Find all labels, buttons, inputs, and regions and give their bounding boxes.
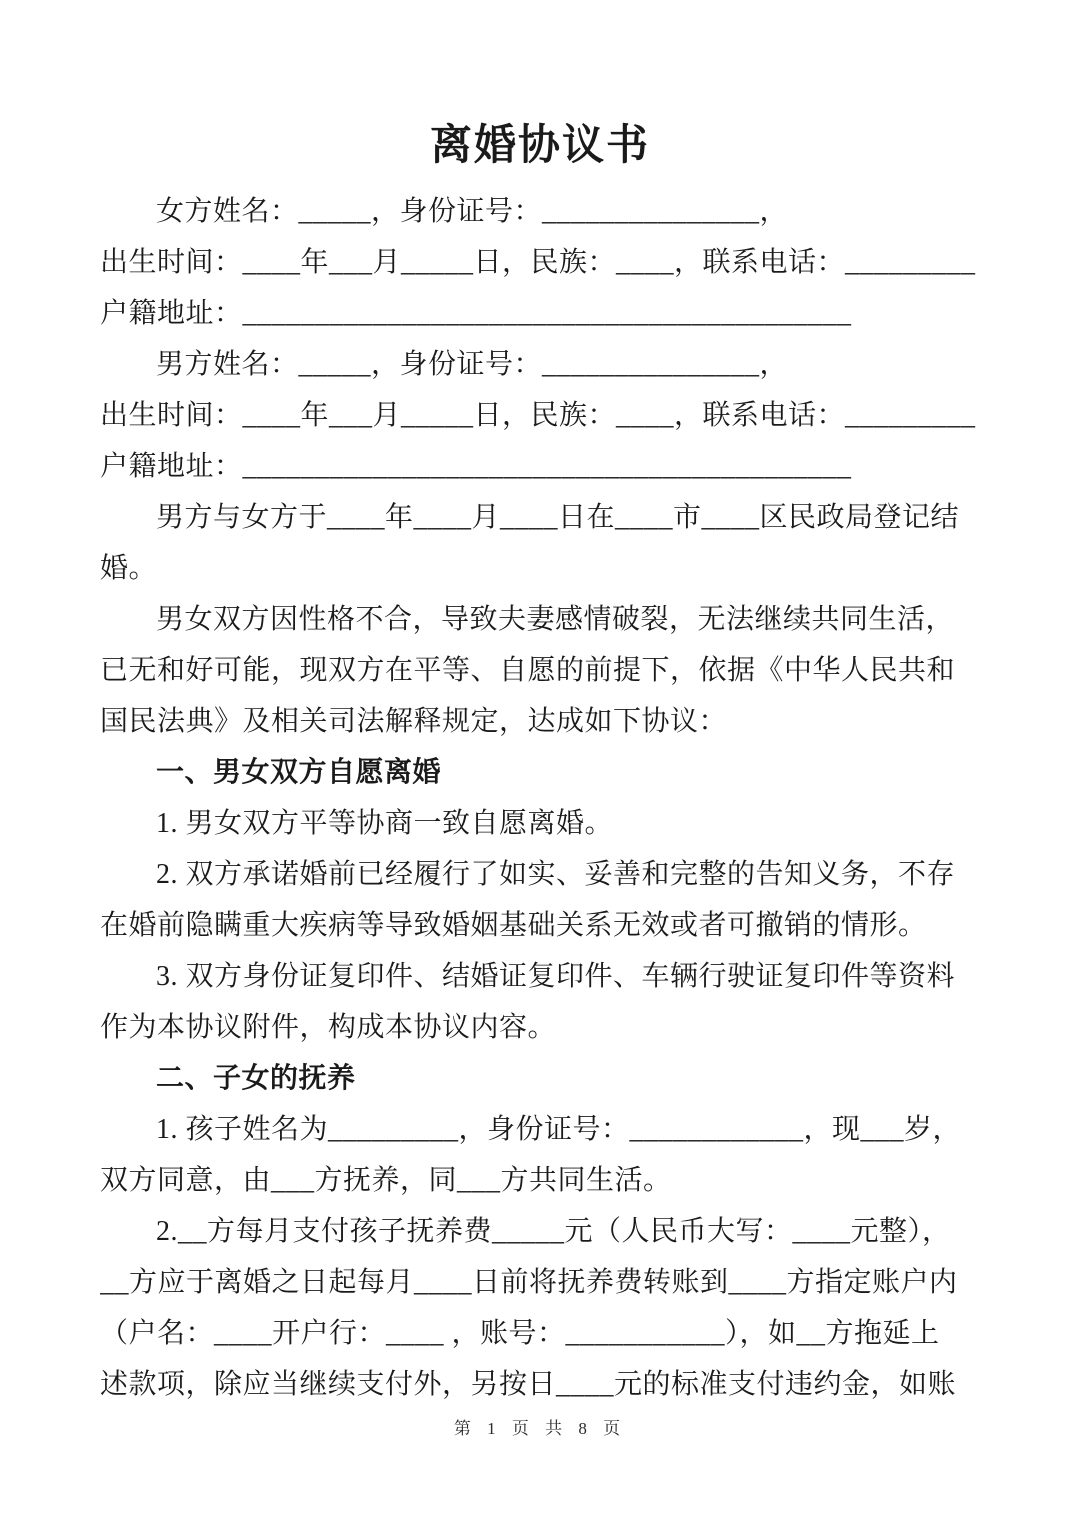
- line-preamble-1: 男女双方因性格不合，导致夫妻感情破裂，无法继续共同生活，: [156, 604, 955, 635]
- line-s2-item-2-cont-1: __方应于离婚之日起每月____日前将抚养费转账到____方指定账户内: [100, 1267, 958, 1298]
- line-preamble-3: 国民法典》及相关司法解释规定，达成如下协议：: [100, 706, 728, 737]
- line-s1-item-2: 2. 双方承诺婚前已经履行了如实、妥善和完整的告知义务，不存: [156, 859, 956, 890]
- line-marriage-registration: 男方与女方于____年____月____日在____市____区民政局登记结: [156, 502, 960, 533]
- document-body: [100, 186, 980, 1410]
- heading-section-2: 二、子女的抚养: [156, 1063, 356, 1094]
- line-man-birth-phone: 出生时间：____年___月_____日，民族：____，联系电话：_________: [100, 400, 976, 431]
- page-number-footer: 第 1 页 共 8 页: [453, 1419, 627, 1438]
- line-s1-item-2-cont: 在婚前隐瞒重大疾病等导致婚姻基础关系无效或者可撤销的情形。: [100, 910, 927, 941]
- line-s2-item-2: 2.__方每月支付孩子抚养费_____元（人民币大写：____元整），: [156, 1216, 951, 1247]
- line-s2-item-2-cont-3: 述款项，除应当继续支付外，另按日____元的标准支付违约金，如账: [100, 1369, 957, 1400]
- line-man-address: 户籍地址：__________________________________________: [100, 451, 852, 482]
- line-s2-item-1-cont: 双方同意，由___方抚养，同___方共同生活。: [100, 1165, 672, 1196]
- line-s1-item-3: 3. 双方身份证复印件、结婚证复印件、车辆行驶证复印件等资料: [156, 961, 956, 992]
- line-woman-address: 户籍地址：__________________________________________: [100, 298, 852, 329]
- line-man-name-id: 男方姓名：_____，身份证号：_______________，: [156, 349, 789, 380]
- line-s1-item-1: 1. 男女双方平等协商一致自愿离婚。: [156, 808, 614, 839]
- line-s2-item-2-cont-2: （户名：____开户行：____ ，账号：___________），如__方拖延上: [100, 1318, 940, 1349]
- line-s2-item-1: 1. 孩子姓名为_________，身份证号：____________，现___岁，: [156, 1114, 962, 1145]
- line-marriage-registration-cont: 婚。: [100, 553, 158, 584]
- heading-section-1: 一、男女双方自愿离婚: [156, 757, 442, 788]
- line-s1-item-3-cont: 作为本协议附件，构成本协议内容。: [100, 1012, 557, 1043]
- line-woman-name-id: 女方姓名：_____，身份证号：_______________，: [156, 196, 789, 227]
- line-preamble-2: 已无和好可能，现双方在平等、自愿的前提下，依据《中华人民共和: [100, 655, 956, 686]
- document-title: 离婚协议书: [429, 123, 650, 169]
- line-woman-birth-phone: 出生时间：____年___月_____日，民族：____，联系电话：_________: [100, 247, 976, 278]
